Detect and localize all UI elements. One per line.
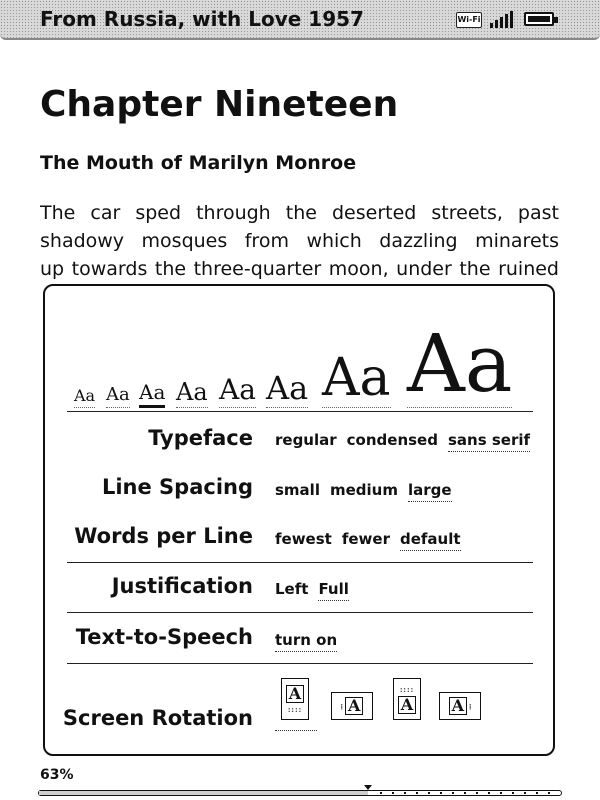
progress-tick (476, 792, 478, 794)
dots-icon: ⁞ (340, 701, 343, 711)
rotation-landscape-right-icon[interactable] (439, 692, 481, 720)
body-line: The car sped through the deserted streets, past (40, 202, 559, 224)
line-spacing-options (275, 481, 452, 502)
battery-icon (524, 12, 554, 26)
font-size-option-7[interactable]: Aa (322, 348, 391, 408)
progress-tick (536, 792, 538, 794)
progress-tick (392, 792, 394, 794)
body-line: shadowy mosques from which dazzling minarets (40, 230, 559, 252)
reading-progress-fill (39, 791, 368, 795)
progress-tick (524, 792, 526, 794)
progress-tick (452, 792, 454, 794)
font-size-option-5[interactable]: Aa (219, 373, 256, 406)
rotation-portrait-upside-down-icon[interactable] (393, 678, 421, 720)
dots-icon: :::: (287, 704, 303, 714)
screen-rotation-options (275, 678, 525, 738)
words-per-line-fewer[interactable]: fewer (341, 530, 390, 548)
progress-tick (416, 792, 418, 794)
justification-options (275, 580, 349, 601)
line-spacing-label: Line Spacing (101, 475, 253, 499)
chapter-subtitle: The Mouth of Marilyn Monroe (40, 152, 357, 174)
text-to-speech-turn-on[interactable]: turn on (275, 631, 337, 652)
justification-left[interactable]: Left (275, 580, 309, 598)
progress-tick (440, 792, 442, 794)
rotation-portrait-icon[interactable] (281, 678, 309, 720)
font-size-option-2[interactable]: Aa (106, 386, 130, 408)
words-per-line-fewest[interactable]: fewest (275, 530, 332, 548)
words-per-line-options (275, 530, 461, 551)
rotation-landscape-right-letter: A (449, 697, 467, 715)
dots-icon: ⁞ (469, 701, 472, 711)
line-spacing-medium[interactable]: medium (329, 481, 398, 499)
rotation-landscape-left-icon[interactable] (331, 692, 373, 720)
divider (67, 411, 533, 412)
typeface-condensed[interactable]: condensed (346, 431, 438, 449)
rotation-portrait-letter: A (286, 685, 304, 703)
rotation-selected-indicator (275, 730, 317, 731)
progress-marker-icon (364, 785, 372, 790)
body-line: up towards the three-quarter moon, under the ruined (40, 258, 559, 280)
progress-tick (404, 792, 406, 794)
font-size-option-8[interactable]: Aa (407, 317, 513, 410)
progress-tick (512, 792, 514, 794)
progress-tick (428, 792, 430, 794)
typeface-label: Typeface (148, 426, 253, 450)
reading-progress-bar[interactable] (38, 790, 562, 796)
words-per-line-label: Words per Line (74, 524, 253, 548)
wifi-icon: Wi-Fi (456, 12, 482, 28)
font-size-option-4[interactable]: Aa (176, 378, 208, 406)
book-title: From Russia, with Love 1957 (40, 7, 364, 31)
screen-rotation-label: Screen Rotation (62, 706, 253, 730)
signal-bars-icon (488, 9, 518, 29)
divider (67, 562, 533, 563)
book-body-text (40, 199, 559, 283)
font-size-option-1[interactable]: Aa (74, 388, 95, 408)
text-to-speech-options (275, 631, 337, 652)
words-per-line-default[interactable]: default (400, 530, 461, 551)
line-spacing-large[interactable]: large (408, 481, 452, 502)
typeface-sans-serif[interactable]: sans serif (448, 431, 530, 452)
font-size-selector (69, 308, 529, 408)
dots-icon: :::: (399, 684, 415, 694)
progress-tick (548, 792, 550, 794)
typeface-regular[interactable]: regular (275, 431, 337, 449)
progress-tick (488, 792, 490, 794)
reading-progress-label: 63% (40, 767, 74, 783)
font-size-option-3[interactable]: Aa (139, 382, 165, 408)
line-spacing-small[interactable]: small (275, 481, 320, 499)
rotation-landscape-left-letter: A (345, 697, 363, 715)
progress-tick (500, 792, 502, 794)
status-bar (0, 0, 600, 40)
progress-tick (464, 792, 466, 794)
divider (67, 612, 533, 613)
typeface-options (275, 431, 530, 452)
justification-label: Justification (111, 574, 253, 598)
font-size-option-6[interactable]: Aa (266, 369, 309, 407)
divider (67, 663, 533, 664)
text-settings-dialog (43, 284, 555, 756)
rotation-portrait-upside-down-letter: A (398, 696, 416, 714)
text-to-speech-label: Text-to-Speech (75, 625, 253, 649)
justification-full[interactable]: Full (318, 580, 348, 601)
chapter-title: Chapter Nineteen (40, 84, 399, 125)
progress-tick (380, 792, 382, 794)
